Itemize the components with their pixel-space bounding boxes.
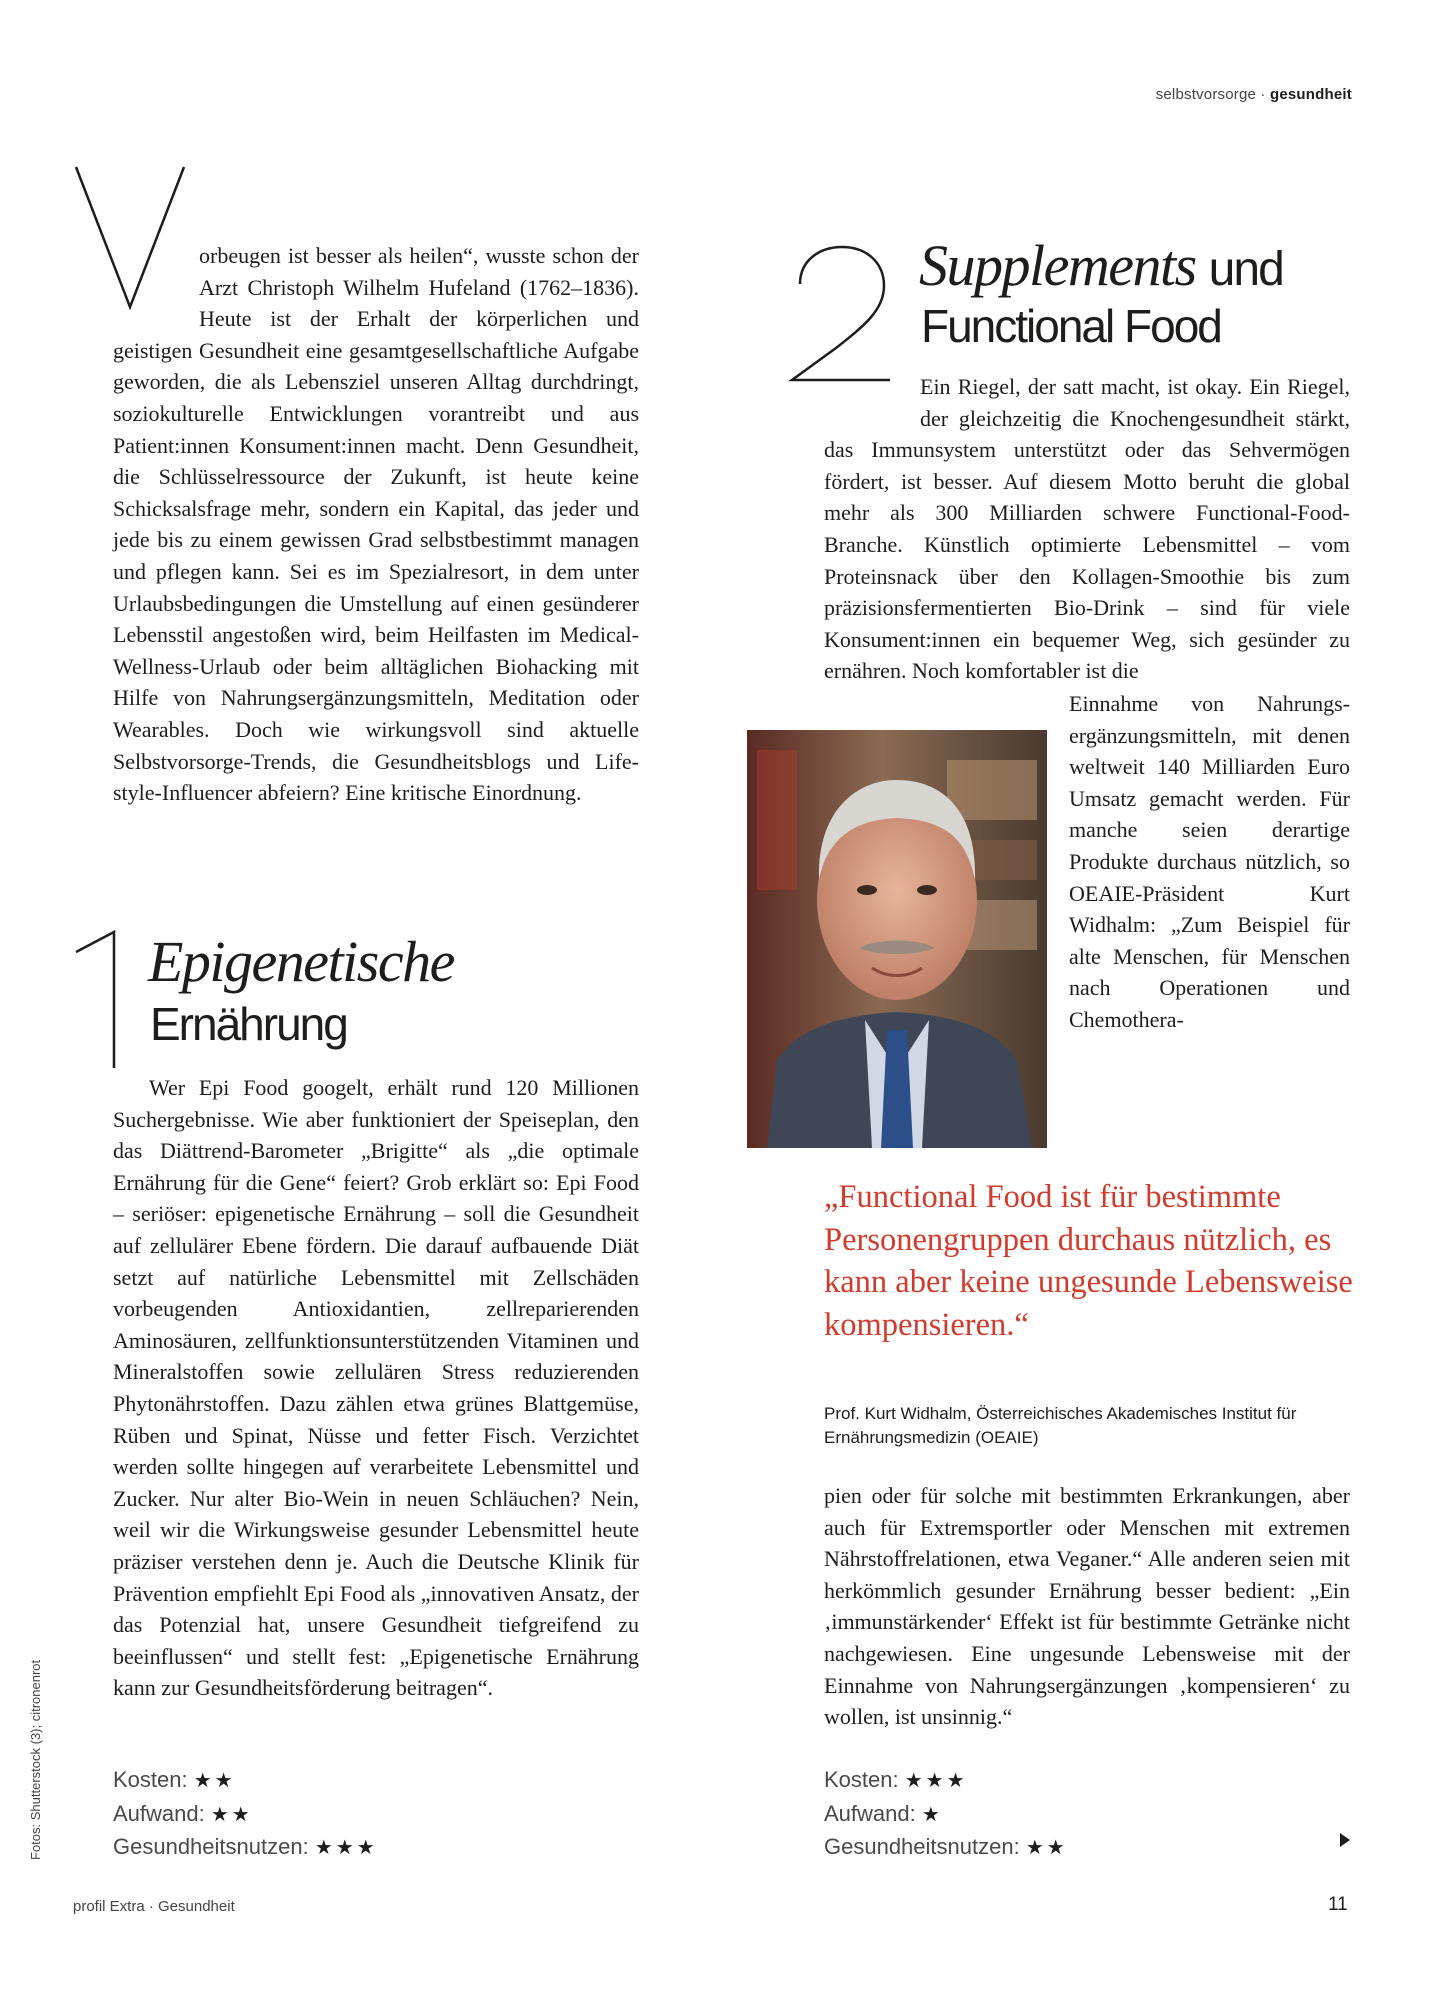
rating-stars: ★★ — [1025, 1837, 1068, 1859]
section-1-title-roman: Ernährung — [150, 998, 347, 1050]
section-1-ratings — [113, 1764, 378, 1865]
next-page-arrow-icon — [1339, 1832, 1351, 1848]
intro-paragraph: orbeugen ist besser als heilen“, wusste schon der Arzt Christoph Wilhelm Hufeland (1762–1836). Heute ist der Erhalt der körperlichen und geistigen Gesundheit eine gesamtgesellschaftliche Aufgabe geworden, die als Lebensziel unseren Alltag durchdringt, soziokulturelle Entwicklungen vorantreibt und aus Patient:innen Konsument:innen macht. Denn Gesundheit, die Schlüsselressource der Zukunft, ist heute keine Schicksalsfrage mehr, sondern ein Kapital, das jeder und jede bis zu einem gewissen Grad selbstbestimmt managen und pflegen kann. Sei es im Spezialresort, in dem unter Urlaubsbedingungen die Umstellung auf einen gesünderer Lebensstil angestoßen wird, beim Heilfasten im Medical-Wellness-Urlaub oder beim alltäglichen Biohacking mit Hilfe von Nahrungsergänzungsmitteln, Meditation oder Wearables. Doch wie wirkungsvoll sind aktuelle Selbstvorsorge-Trends, die Gesundheitsblogs und Lifestyle-Influencer abfeiern? Eine kritische Einordnung. — [113, 243, 639, 806]
page-number: 11 — [1328, 1894, 1348, 1915]
section-2-body-bottom — [824, 1480, 1350, 1733]
rating-row: Kosten: ★★ — [113, 1767, 236, 1792]
running-header — [1156, 86, 1352, 103]
section-1-title-italic: Epigenetische — [148, 929, 454, 994]
section-2-body-top — [824, 371, 1350, 687]
section-2-paragraph-b: Einnahme von Nahrungsergänzungsmitteln, mit denen weltweit 140 Milliarden Euro Umsatz gemacht werden. Für manche seien derartige Produkte durchaus nützlich, so OEAIE-Präsident Kurt Widhalm: „Zum Beispiel für alte Menschen, für Menschen nach Operationen und Chemothera- — [1069, 691, 1350, 1032]
footer-publication: profil Extra · Gesundheit — [73, 1898, 235, 1915]
section-1-body — [113, 1072, 639, 1704]
section-2-ratings — [824, 1764, 1068, 1865]
rating-stars: ★★★ — [904, 1770, 968, 1792]
rating-stars: ★★ — [210, 1803, 253, 1826]
rating-row: Kosten: ★★★ — [824, 1767, 968, 1792]
section-2-body-right — [1069, 688, 1350, 1036]
pull-quote: „Functional Food ist für bestimmte Personengruppen durchaus nützlich, es kann aber keine ungesunde Lebensweise kompensieren.“ — [824, 1179, 1353, 1343]
section-1-number — [72, 930, 128, 1070]
section-2-paragraph-a: Ein Riegel, der satt macht, ist okay. Ein Riegel, der gleichzeitig die Knochengesundheit stärkt, das Immunsystem unterstützt oder das Sehvermögen fördert, ist besser. Auf diesem Motto beruht die global mehr als 300 Milliarden schwere Functional-Food-Branche. Künstlich optimierte Lebensmittel – vom Proteinsnack über den Kollagen-Smoothie bis zum präzisionsfermentierten Bio-Drink – sind für viele Konsument:innen ein bequemer Weg, sich gesünder zu ernähren. Noch komfortabler ist die — [824, 374, 1350, 684]
section-2-title-roman: Functional Food — [921, 300, 1221, 352]
section-2-number — [786, 244, 896, 384]
rating-row: Aufwand: ★ — [824, 1800, 943, 1826]
section-2-title-italic: Supplements und — [919, 233, 1283, 298]
rating-row: Aufwand: ★★ — [113, 1800, 253, 1826]
rating-row: Gesundheitsnutzen: ★★ — [824, 1834, 1068, 1859]
rating-stars: ★★ — [193, 1770, 236, 1792]
quote-source: Prof. Kurt Widhalm, Österreichisches Akademisches Institut für Ernährungsmedizin (OEAIE) — [824, 1404, 1297, 1447]
header-topic: gesundheit — [1269, 86, 1352, 103]
section-2-paragraph-c: pien oder für solche mit bestimmten Erkrankungen, aber auch für Extremsportler oder Menschen mit extremen Nährstoffrelationen, etwa Veganer.“ Alle anderen seien mit herkömmlich gesunder Ernährung besser bedient: „Ein ‚immunstärkender‘ Effekt ist für bestimmte Getränke nicht nachgewiesen. Eine ungesunde Lebensweise mit der Einnahme von Nahrungsergänzungen ‚kompensieren‘ zu wollen, ist unsinnig.“ — [824, 1483, 1350, 1730]
portrait-illustration — [747, 730, 1047, 1148]
portrait-photo — [747, 730, 1047, 1148]
number-2-glyph — [786, 244, 896, 384]
header-section: selbstvorsorge · — [1155, 86, 1266, 103]
rating-stars: ★ — [921, 1803, 943, 1826]
intro-block — [113, 240, 639, 809]
number-1-glyph — [72, 930, 128, 1070]
section-1-paragraph: Wer Epi Food googelt, erhält rund 120 Millionen Suchergebnisse. Wie aber funktioniert der Speiseplan, den das Diättrend-Barometer „Brigitte“ als „die optimale Ernährung für die Gene“ feiert? Grob erklärt so: Epi Food – seriöser: epigenetische Ernährung – soll die Gesundheit auf zellulärer Ebene fördern. Die darauf aufbauende Diät setzt auf natürliche Lebensmittel mit Zellschäden vorbeugenden Antioxidantien, zellreparierenden Aminosäuren, zellfunktionsunterstützenden Vitaminen und Mineralstoffen sowie zellulären Stress reduzierenden Phytonährstoffen. Dazu zählen etwa grünes Blattgemüse, Rüben und Spinat, Nüsse und fetter Fisch. Verzichtet werden sollte hingegen auf verarbeitete Lebensmittel und Zucker. Nur alter Bio-Wein in neuen Schläuchen? Nein, weil wir die Wirkungsweise gesunder Lebensmittel heute präziser verstehen denn je. Auch die Deutsche Klinik für Prävention empfiehlt Epi Food als „innovativen Ansatz, der das Potenzial hat, unsere Gesundheit tiefgreifend zu beeinflussen“ und stellt fest: „Epigenetische Ernährung kann zur Gesundheitsförderung beitragen“. — [113, 1075, 639, 1701]
photo-credit: Fotos: Shutterstock (3); citronenrot — [28, 1659, 43, 1860]
rating-row: Gesundheitsnutzen: ★★★ — [113, 1834, 378, 1859]
rating-stars: ★★★ — [314, 1837, 378, 1859]
